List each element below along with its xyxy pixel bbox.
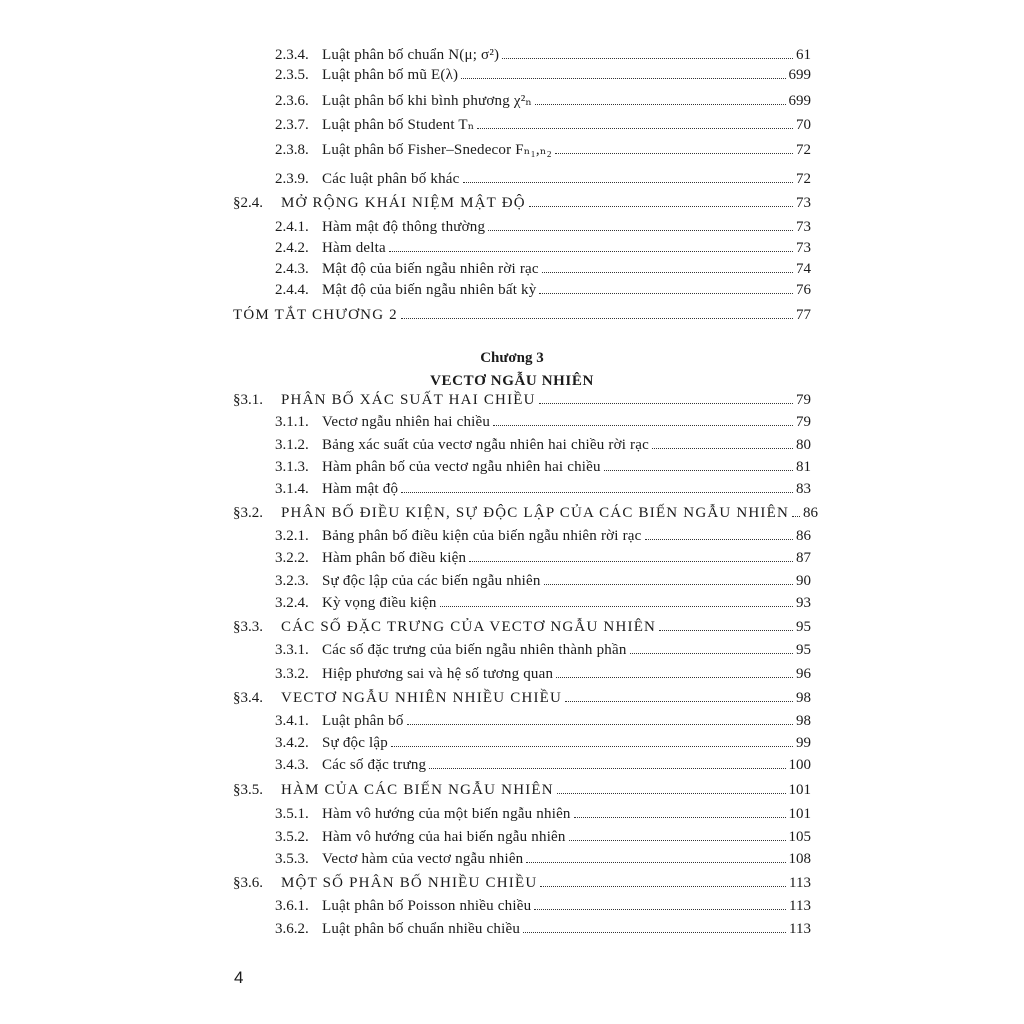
toc-entry-page: 79: [796, 392, 811, 408]
toc-entry: [233, 194, 811, 212]
toc-entry: [275, 116, 811, 134]
dot-leader: [652, 448, 793, 449]
toc-entry-number: §3.4.: [233, 690, 263, 706]
toc-entry-page: 70: [796, 117, 811, 133]
toc-entry-number: 2.3.8.: [275, 142, 309, 158]
toc-entry-number: 3.1.1.: [275, 414, 309, 430]
toc-entry-number: 3.5.3.: [275, 851, 309, 867]
toc-entry-number: 2.4.2.: [275, 240, 309, 256]
toc-entry-page: 699: [788, 67, 811, 83]
toc-entry-page: 61: [796, 47, 811, 63]
toc-entry-number: §2.4.: [233, 195, 263, 211]
toc-entry-number: 3.4.1.: [275, 713, 309, 729]
toc-entry-title: Bảng xác suất của vectơ ngẫu nhiên hai chiều rời rạc: [322, 437, 649, 453]
toc-entry-page: 73: [796, 195, 811, 211]
dot-leader: [401, 318, 793, 319]
toc-entry-page: 95: [796, 642, 811, 658]
dot-leader: [645, 539, 794, 540]
toc-entry-title: Luật phân bố chuẩn N(μ; σ²): [322, 47, 500, 63]
dot-leader: [493, 425, 793, 426]
toc-entry: [275, 239, 811, 257]
dot-leader: [534, 909, 786, 910]
toc-entry-title: Luật phân bố chuẩn nhiều chiều: [322, 921, 521, 937]
toc-entry: [275, 218, 811, 236]
toc-entry-number: 3.3.1.: [275, 642, 309, 658]
toc-entry-title: Hiệp phương sai và hệ số tương quan: [322, 666, 554, 682]
toc-entry-title: Các luật phân bố khác: [322, 171, 460, 187]
toc-entry: [233, 306, 811, 324]
dot-leader: [429, 768, 785, 769]
toc-entry-page: 699: [788, 93, 811, 109]
toc-entry: [275, 712, 811, 730]
toc-entry: [275, 920, 811, 938]
toc-entry-page: 80: [796, 437, 811, 453]
dot-leader: [535, 104, 785, 105]
toc-entry-page: 90: [796, 573, 811, 589]
toc-entry-number: 3.2.2.: [275, 550, 309, 566]
toc-entry-title: Sự độc lập của các biến ngẫu nhiên: [322, 573, 541, 589]
dot-leader: [544, 584, 793, 585]
toc-entry-title: Hàm phân bố điều kiện: [322, 550, 467, 566]
dot-leader: [440, 606, 793, 607]
toc-entry-page: 98: [796, 690, 811, 706]
toc-entry: [275, 170, 811, 188]
toc-entry: [275, 141, 811, 159]
toc-entry: [275, 46, 811, 64]
toc-entry-page: 74: [796, 261, 811, 277]
toc-entry-page: 76: [796, 282, 811, 298]
toc-entry-title: Luật phân bố Fisher–Snedecor Fₙ₁,ₙ₂: [322, 142, 552, 158]
dot-leader: [529, 206, 793, 207]
toc-entry-title: HÀM CỦA CÁC BIẾN NGẪU NHIÊN: [281, 782, 554, 798]
toc-entry-page: 87: [796, 550, 811, 566]
dot-leader: [556, 677, 793, 678]
toc-entry: [275, 641, 811, 659]
toc-entry: [275, 828, 811, 846]
toc-entry-page: 93: [796, 595, 811, 611]
toc-entry-title: Hàm vô hướng của hai biến ngẫu nhiên: [322, 829, 566, 845]
toc-entry-page: 79: [796, 414, 811, 430]
toc-entry-title: Mật độ của biến ngẫu nhiên rời rạc: [322, 261, 539, 277]
toc-entry-page: 113: [789, 921, 811, 937]
toc-entry-number: 2.4.1.: [275, 219, 309, 235]
toc-entry-title: Hàm vô hướng của một biến ngẫu nhiên: [322, 806, 571, 822]
toc-entry-page: 113: [789, 898, 811, 914]
toc-entry-number: 3.5.1.: [275, 806, 309, 822]
toc-entry-number: 3.2.4.: [275, 595, 309, 611]
toc-entry-title: Vectơ ngẫu nhiên hai chiều: [322, 414, 491, 430]
toc-entry: [275, 805, 811, 823]
toc-entry-title: Kỳ vọng điều kiện: [322, 595, 437, 611]
toc-entry-number: 3.6.1.: [275, 898, 309, 914]
dot-leader: [391, 746, 793, 747]
toc-entry-number: 2.4.4.: [275, 282, 309, 298]
dot-leader: [557, 793, 786, 794]
toc-entry-number: 2.3.5.: [275, 67, 309, 83]
toc-entry-number: 2.3.7.: [275, 117, 309, 133]
dot-leader: [540, 886, 786, 887]
dot-leader: [565, 701, 793, 702]
dot-leader: [488, 230, 793, 231]
toc-entry-page: 86: [796, 528, 811, 544]
toc-entry-number: 3.5.2.: [275, 829, 309, 845]
toc-entry-page: 73: [796, 240, 811, 256]
page-number: 4: [234, 968, 244, 987]
toc-entry-number: §3.6.: [233, 875, 263, 891]
toc-entry-title: Luật phân bố Student Tₙ: [322, 117, 475, 133]
toc-entry-page: 99: [796, 735, 811, 751]
toc-entry: [275, 665, 811, 683]
toc-entry: [275, 480, 811, 498]
toc-entry-title: Hàm phân bố của vectơ ngẫu nhiên hai chiều: [322, 459, 601, 475]
toc-entry-title: Hàm mật độ: [322, 481, 399, 497]
toc-entry-number: 3.3.2.: [275, 666, 309, 682]
toc-entry: [275, 260, 811, 278]
dot-leader: [630, 653, 793, 654]
dot-leader: [407, 724, 793, 725]
dot-leader: [539, 403, 793, 404]
dot-leader: [542, 272, 793, 273]
toc-entry-page: 100: [788, 757, 811, 773]
toc-entry-number: §3.2.: [233, 505, 263, 521]
toc-entry-title: Bảng phân bố điều kiện của biến ngẫu nhiên rời rạc: [322, 528, 642, 544]
toc-entry-number: 3.4.2.: [275, 735, 309, 751]
toc-entry-title: Luật phân bố Poisson nhiều chiều: [322, 898, 532, 914]
toc-entry: [275, 897, 811, 915]
toc-entry-number: 3.2.3.: [275, 573, 309, 589]
toc-entry: [275, 734, 811, 752]
dot-leader: [401, 492, 793, 493]
toc-entry-number: 2.3.6.: [275, 93, 309, 109]
dot-leader: [477, 128, 793, 129]
toc-entry: [275, 527, 811, 545]
toc-entry-number: 3.1.4.: [275, 481, 309, 497]
toc-entry: [233, 391, 811, 409]
dot-leader: [574, 817, 786, 818]
toc-entry-number: 3.1.3.: [275, 459, 309, 475]
toc-entry-title: VECTƠ NGẪU NHIÊN NHIỀU CHIỀU: [281, 690, 563, 706]
dot-leader: [659, 630, 793, 631]
dot-leader: [469, 561, 793, 562]
toc-entry-page: 77: [796, 307, 811, 323]
toc-entry-page: 95: [796, 619, 811, 635]
toc-entry: [233, 874, 811, 892]
dot-leader: [389, 251, 793, 252]
toc-entry-page: 105: [788, 829, 811, 845]
toc-entry-page: 72: [796, 171, 811, 187]
toc-entry-title: Luật phân bố mũ E(λ): [322, 67, 459, 83]
toc-entry: [233, 781, 811, 799]
dot-leader: [555, 153, 793, 154]
toc-entry-title: Sự độc lập: [322, 735, 388, 751]
toc-entry: [275, 594, 811, 612]
toc-entry-title: Mật độ của biến ngẫu nhiên bất kỳ: [322, 282, 537, 298]
toc-entry-title: MỘT SỐ PHÂN BỐ NHIỀU CHIỀU: [281, 875, 538, 891]
toc-entry: [275, 850, 811, 868]
dot-leader: [569, 840, 786, 841]
toc-entry-number: 2.4.3.: [275, 261, 309, 277]
dot-leader: [604, 470, 793, 471]
toc-entry-title: Các số đặc trưng của biến ngẫu nhiên thành phần: [322, 642, 627, 658]
toc-entry-page: 101: [788, 782, 811, 798]
toc-entry-title: Luật phân bố: [322, 713, 404, 729]
dot-leader: [502, 58, 793, 59]
toc-entry-number: 3.1.2.: [275, 437, 309, 453]
chapter-number: Chương 3: [480, 350, 544, 366]
toc-entry: [275, 756, 811, 774]
toc-entry-page: 72: [796, 142, 811, 158]
toc-entry-page: 101: [788, 806, 811, 822]
toc-entry-title: PHÂN BỐ ĐIỀU KIỆN, SỰ ĐỘC LẬP CỦA CÁC BIẾN NGẪU NHIÊN: [281, 505, 790, 521]
toc-entry-page: 113: [789, 875, 811, 891]
toc-entry-title: Vectơ hàm của vectơ ngẫu nhiên: [322, 851, 524, 867]
toc-entry-page: 98: [796, 713, 811, 729]
dot-leader: [526, 862, 785, 863]
toc-entry: [233, 504, 819, 522]
toc-entry-page: 81: [796, 459, 811, 475]
toc-entry-title: CÁC SỐ ĐẶC TRƯNG CỦA VECTƠ NGẪU NHIÊN: [281, 619, 657, 635]
toc-entry-number: 3.2.1.: [275, 528, 309, 544]
toc-entry-page: 108: [788, 851, 811, 867]
toc-entry: [233, 689, 811, 707]
toc-entry: [275, 281, 811, 299]
toc-entry: [275, 66, 811, 84]
toc-entry: [275, 572, 811, 590]
dot-leader: [523, 932, 786, 933]
toc-entry-number: §3.1.: [233, 392, 263, 408]
toc-entry: [233, 618, 811, 636]
toc-entry-page: 86: [803, 505, 819, 521]
toc-entry-page: 83: [796, 481, 811, 497]
toc-entry-title: Luật phân bố khi bình phương χ²ₙ: [322, 93, 533, 109]
toc-entry-number: 3.6.2.: [275, 921, 309, 937]
dot-leader: [539, 293, 793, 294]
toc-entry-title: TÓM TẮT CHƯƠNG 2: [233, 307, 398, 323]
toc-entry-page: 73: [796, 219, 811, 235]
toc-entry-title: PHÂN BỐ XÁC SUẤT HAI CHIỀU: [281, 392, 536, 408]
toc-entry-title: Hàm delta: [322, 240, 386, 256]
toc-entry-number: 3.4.3.: [275, 757, 309, 773]
dot-leader: [792, 516, 800, 517]
chapter-title: VECTƠ NGẪU NHIÊN: [430, 373, 594, 389]
toc-entry-number: §3.3.: [233, 619, 263, 635]
toc-entry-page: 96: [796, 666, 811, 682]
dot-leader: [461, 78, 785, 79]
toc-entry: [275, 549, 811, 567]
dot-leader: [463, 182, 794, 183]
toc-entry: [275, 436, 811, 454]
toc-entry: [275, 92, 811, 110]
toc-entry: [275, 458, 811, 476]
toc-entry-number: 2.3.9.: [275, 171, 309, 187]
toc-entry-title: MỞ RỘNG KHÁI NIỆM MẬT ĐỘ: [281, 195, 526, 211]
toc-entry-number: §3.5.: [233, 782, 263, 798]
toc-entry-number: 2.3.4.: [275, 47, 309, 63]
toc-entry-title: Hàm mật độ thông thường: [322, 219, 486, 235]
toc-entry-title: Các số đặc trưng: [322, 757, 427, 773]
toc-entry: [275, 413, 811, 431]
